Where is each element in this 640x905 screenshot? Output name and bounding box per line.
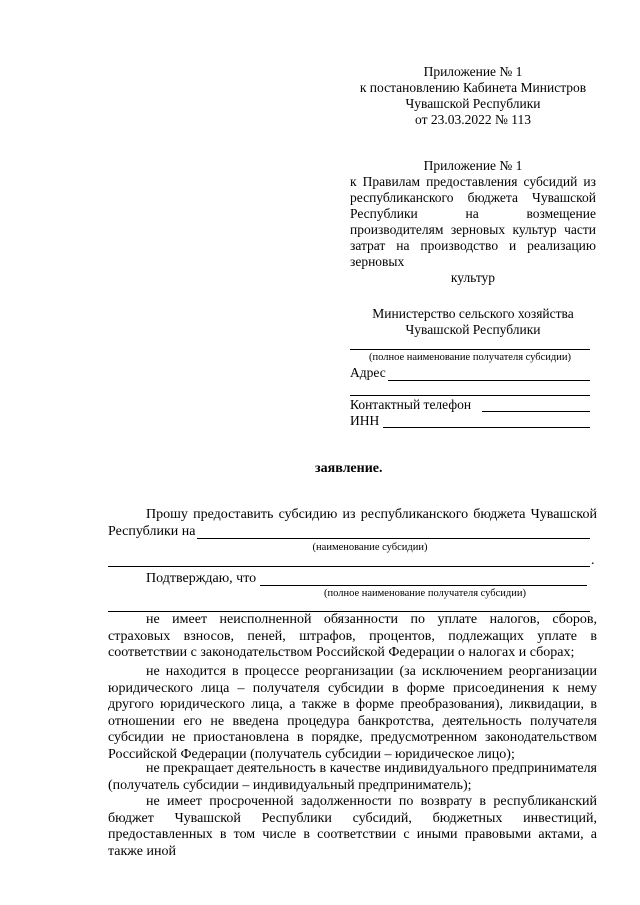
ministry-line1: Министерство сельского хозяйства: [372, 306, 574, 321]
ministry-block: [350, 306, 596, 338]
paragraph-reorganization: не находится в процессе реорганизации (за исключением реорганизации юридического лица – получателя субсидии в форме присоединения к нему другого юридического лица, а также в форме преобразования), ликвидации, в отношении его не введена процедура банкротства, деятельность получателя субсидии не приостановлена в порядке, предусмотренном законодательством Российской Федерации (получатель субсидии – юридическое лицо);: [108, 664, 597, 762]
inn-field-line[interactable]: [383, 427, 590, 428]
request-end-dot: .: [591, 553, 595, 568]
subsidy-name-line[interactable]: [197, 538, 590, 539]
paragraph-debt: не имеет просроченной задолженности по возврату в республиканский бюджет Чувашской Республики субсидий, бюджетных инвестиций, предоставленных в том числе в соответствии с иными правовыми актами, а также иной: [108, 794, 597, 859]
decree-reference: к постановлению Кабинета Министров: [359, 80, 587, 95]
paragraph-entrepreneur: не прекращает деятельность в качестве индивидуального предпринимателя (получатель субсидии – индивидуальный предприниматель);: [108, 761, 597, 793]
paragraph-taxes: не имеет неисполненной обязанности по уплате налогов, сборов, страховых взносов, пеней, штрафов, процентов, подлежащих уплате в соответствии с законодательством Российской Федерации о налогах и сборах;: [108, 612, 597, 660]
document-heading: заявление.: [315, 461, 383, 476]
republic-name: Чувашской Республики: [405, 96, 541, 111]
address-field-line[interactable]: [388, 380, 590, 381]
decree-date-number: от 23.03.2022 № 113: [415, 112, 531, 127]
recipient-name-line[interactable]: [350, 349, 590, 350]
confirm-prefix: Подтверждаю, что: [146, 571, 257, 586]
rules-reference-last: культур: [450, 270, 496, 285]
request-line1: Прошу предоставить субсидию из республиканского бюджета Чувашской: [146, 507, 597, 522]
appendix-number: Приложение № 1: [423, 64, 523, 79]
ministry-line2: Чувашской Республики: [405, 322, 541, 337]
subsidy-name-caption: (наименование субсидии): [312, 542, 428, 553]
rules-reference-text: к Правилам предоставления субсидий из республиканского бюджета Чувашской Республики на возмещение производителям зерновых культур части затрат на производство и реализацию зерновых: [350, 174, 596, 269]
inn-label: ИНН: [350, 413, 380, 428]
appendix-rules-number: Приложение № 1: [423, 158, 523, 173]
recipient-name-caption: (полное наименование получателя субсидии): [369, 352, 571, 363]
address-label: Адрес: [350, 365, 386, 380]
phone-field-line[interactable]: [482, 411, 590, 412]
request-line2-prefix: Республики на: [108, 524, 196, 539]
confirm-recipient-caption: (полное наименование получателя субсидии): [324, 588, 526, 599]
confirm-recipient-line[interactable]: [260, 585, 587, 586]
appendix-header-rules: [350, 158, 596, 286]
appendix-header-decree: [350, 64, 596, 128]
phone-label: Контактный телефон: [350, 397, 472, 412]
address-field-line2[interactable]: [350, 395, 590, 396]
subsidy-name-line2[interactable]: [108, 566, 590, 567]
